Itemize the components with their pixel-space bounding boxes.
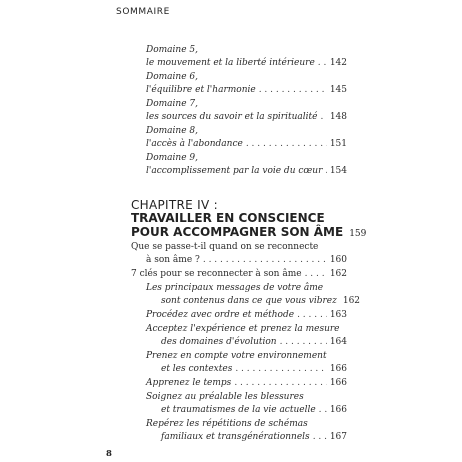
- page-ref: 142: [329, 58, 347, 68]
- domain-desc: l'équilibre et l'harmonie: [146, 85, 256, 95]
- leader-dots: [305, 268, 327, 280]
- section-line-2: à son âme ?: [146, 255, 200, 265]
- leader-dots: [259, 84, 327, 96]
- page-ref: 159: [349, 229, 367, 239]
- chapter-title-line-2: [131, 225, 367, 241]
- leader-dots: [318, 57, 327, 69]
- key-line-2: sont contenus dans ce que vous vibrez: [161, 296, 337, 306]
- domain-label: Domaine 5,: [146, 45, 198, 55]
- page-number: 8: [106, 449, 112, 459]
- key-entry: [161, 336, 347, 348]
- key-line-1: Les principaux messages de votre âme: [146, 283, 324, 293]
- domain-entry: [146, 165, 347, 177]
- key-line-1: Prenez en compte votre environnement: [146, 351, 327, 361]
- chapter-title-text: POUR ACCOMPAGNER SON ÂME: [131, 225, 344, 239]
- key-line-1: Soignez au préalable les blessures: [146, 392, 304, 402]
- key-line-1: Procédez avec ordre et méthode: [146, 310, 295, 320]
- chapter-label: CHAPITRE IV :: [131, 198, 218, 212]
- leader-dots: [235, 363, 326, 375]
- domain-desc: le mouvement et la liberté intérieure: [146, 58, 315, 68]
- key-line-2: familiaux et transgénérationnels: [161, 432, 310, 442]
- leader-dots: [320, 111, 326, 123]
- page-ref: 148: [329, 112, 347, 122]
- page-ref: 167: [329, 432, 347, 442]
- key-line-1: Acceptez l'expérience et prenez la mesure: [146, 324, 340, 334]
- key-entry: [161, 295, 361, 307]
- chapter-title-line-1: TRAVAILLER EN CONSCIENCE: [131, 211, 325, 225]
- page-ref: 162: [329, 269, 347, 279]
- running-header: SOMMAIRE: [116, 7, 170, 17]
- key-entry: [161, 431, 347, 443]
- domain-entry: [146, 138, 347, 150]
- leader-dots: [234, 377, 327, 389]
- leader-dots: [319, 404, 327, 416]
- domain-label: Domaine 9,: [146, 153, 198, 163]
- domain-label: Domaine 8,: [146, 126, 198, 136]
- page-ref: 160: [329, 255, 347, 265]
- key-line-1: Apprenez le temps: [146, 378, 232, 388]
- section-line-1: Que se passe-t-il quand on se reconnecte: [131, 242, 319, 252]
- domain-label: Domaine 6,: [146, 72, 198, 82]
- domain-entry: [146, 111, 347, 123]
- key-entry: [161, 404, 347, 416]
- leader-dots: [325, 165, 326, 177]
- page-ref: 166: [329, 378, 347, 388]
- key-line-2: et les contextes: [161, 364, 233, 374]
- leader-dots: [203, 254, 327, 266]
- section-line-1: 7 clés pour se reconnecter à son âme: [131, 269, 302, 279]
- page-ref: 166: [329, 364, 347, 374]
- section-entry: [131, 268, 347, 280]
- section-entry: [146, 254, 347, 266]
- domain-desc: l'accomplissement par la voie du cœur: [146, 166, 323, 176]
- key-entry: [161, 363, 347, 375]
- leader-dots: [313, 431, 327, 443]
- domain-label: Domaine 7,: [146, 99, 198, 109]
- domain-entry: [146, 84, 347, 96]
- page-ref: 162: [342, 296, 361, 306]
- page-ref: 151: [329, 139, 347, 149]
- key-line-2: et traumatismes de la vie actuelle: [161, 405, 316, 415]
- domain-entry: [146, 57, 347, 69]
- key-line-2: des domaines d'évolution: [161, 337, 277, 347]
- key-line-1: Repérez les répétitions de schémas: [146, 419, 308, 429]
- domain-desc: l'accès à l'abondance: [146, 139, 243, 149]
- page-ref: 166: [329, 405, 347, 415]
- key-entry: [146, 309, 347, 321]
- domain-desc: les sources du savoir et la spiritualité: [146, 112, 318, 122]
- page-ref: 163: [329, 310, 347, 320]
- leader-dots: [297, 309, 327, 321]
- page-ref: 145: [329, 85, 347, 95]
- page-ref: 154: [329, 166, 347, 176]
- leader-dots: [246, 138, 327, 150]
- leader-dots: [280, 336, 327, 348]
- page-ref: 164: [329, 337, 347, 347]
- key-entry: [146, 377, 347, 389]
